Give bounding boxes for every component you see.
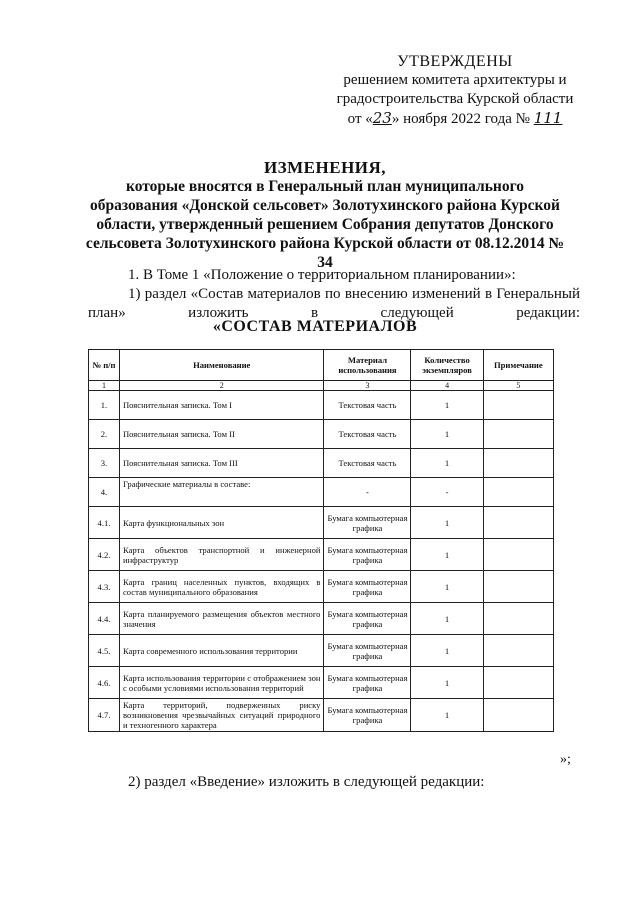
row-quantity: 1 xyxy=(411,420,483,449)
row-name: Карта планируемого размещения объектов местного значения xyxy=(119,603,324,635)
row-name: Карта использования территории с отображением зон с особыми условиями использования территорий xyxy=(119,667,324,699)
row-number: 4.4. xyxy=(89,603,120,635)
row-name: Карта функциональных зон xyxy=(119,507,324,539)
row-number: 4.1. xyxy=(89,507,120,539)
row-material: - xyxy=(324,478,411,507)
header-note: Примечание xyxy=(483,350,553,381)
row-name: Карта объектов транспортной и инженерной инфраструктур xyxy=(119,539,324,571)
table-row xyxy=(89,699,554,732)
row-quantity: 1 xyxy=(411,635,483,667)
approval-line-1: решением комитета архитектуры и xyxy=(343,72,567,88)
row-number: 4. xyxy=(89,478,120,507)
row-number: 1. xyxy=(89,391,120,420)
paragraph-3: 2) раздел «Введение» изложить в следующей редакции: xyxy=(128,774,485,790)
approval-header: УТВЕРЖДЕНЫ xyxy=(397,53,513,70)
table-row xyxy=(89,391,554,420)
approval-date-prefix: от « xyxy=(347,111,373,127)
table-index-row xyxy=(89,381,554,391)
table-header-row xyxy=(89,350,554,381)
header-number: № п/п xyxy=(89,350,120,381)
row-quantity: 1 xyxy=(411,603,483,635)
row-material: Бумага компьютерная графика xyxy=(324,603,411,635)
row-name: Пояснительная записка. Том II xyxy=(119,420,324,449)
row-note xyxy=(483,391,553,420)
row-note xyxy=(483,635,553,667)
row-note xyxy=(483,571,553,603)
row-material: Бумага компьютерная графика xyxy=(324,635,411,667)
row-material: Текстовая часть xyxy=(324,391,411,420)
row-note xyxy=(483,449,553,478)
approval-line-3 xyxy=(330,109,580,129)
row-number: 4.7. xyxy=(89,699,120,732)
row-note xyxy=(483,667,553,699)
table-row xyxy=(89,507,554,539)
table-row xyxy=(89,478,554,507)
row-name: Графические материалы в составе: xyxy=(119,478,324,507)
row-quantity: 1 xyxy=(411,699,483,732)
row-material: Бумага компьютерная графика xyxy=(324,571,411,603)
row-name: Пояснительная записка. Том I xyxy=(119,391,324,420)
header-material: Материал использования xyxy=(324,350,411,381)
row-note xyxy=(483,478,553,507)
row-note xyxy=(483,420,553,449)
approval-block xyxy=(330,52,580,129)
title-heading: ИЗМЕНЕНИЯ, xyxy=(263,158,387,177)
row-material: Бумага компьютерная графика xyxy=(324,699,411,732)
paragraph-1: 1. В Томе 1 «Положение о территориальном планировании»: xyxy=(128,267,516,283)
row-material: Бумага компьютерная графика xyxy=(324,507,411,539)
row-quantity: 1 xyxy=(411,539,483,571)
approval-number-handwritten: 111 xyxy=(533,109,563,127)
table-row xyxy=(89,571,554,603)
row-name: Карта территорий, подверженных риску возникновения чрезвычайных ситуаций природного и техногенного характера xyxy=(119,699,324,732)
paragraph-2: 1) раздел «Состав материалов по внесению изменений в Генеральный план» изложить в следующей редакции: xyxy=(88,286,580,321)
title-line-2: образования «Донской сельсовет» Золотухинского района Курской xyxy=(90,197,560,214)
row-quantity: 1 xyxy=(411,571,483,603)
row-name: Пояснительная записка. Том III xyxy=(119,449,324,478)
index-cell: 2 xyxy=(119,381,324,391)
row-quantity: 1 xyxy=(411,449,483,478)
row-number: 4.3. xyxy=(89,571,120,603)
row-quantity: - xyxy=(411,478,483,507)
document-title xyxy=(80,158,570,272)
row-number: 2. xyxy=(89,420,120,449)
materials-subtitle: «СОСТАВ МАТЕРИАЛОВ xyxy=(212,318,418,335)
approval-line-2: градостроительства Курской области xyxy=(336,91,574,107)
row-material: Бумага компьютерная графика xyxy=(324,539,411,571)
header-quantity: Количество экземпляров xyxy=(411,350,483,381)
row-number: 3. xyxy=(89,449,120,478)
row-quantity: 1 xyxy=(411,391,483,420)
index-cell: 1 xyxy=(89,381,120,391)
approval-day-handwritten: 23 xyxy=(372,109,392,127)
index-cell: 5 xyxy=(483,381,553,391)
row-number: 4.6. xyxy=(89,667,120,699)
table-row xyxy=(89,539,554,571)
approval-date-middle: » ноября 2022 года № xyxy=(391,111,530,127)
table-row xyxy=(89,420,554,449)
row-quantity: 1 xyxy=(411,507,483,539)
row-name: Карта современного использования территории xyxy=(119,635,324,667)
index-cell: 4 xyxy=(411,381,483,391)
table-row xyxy=(89,449,554,478)
row-number: 4.5. xyxy=(89,635,120,667)
row-note xyxy=(483,539,553,571)
title-line-4: сельсовета Золотухинского района Курской области от 08.12.2014 № 34 xyxy=(85,235,565,271)
materials-table xyxy=(88,349,554,732)
title-line-1: которые вносятся в Генеральный план муниципального xyxy=(125,178,525,195)
row-note xyxy=(483,603,553,635)
closing-quote: »; xyxy=(560,752,571,767)
row-material: Текстовая часть xyxy=(324,449,411,478)
row-note xyxy=(483,699,553,732)
index-cell: 3 xyxy=(324,381,411,391)
header-name: Наименование xyxy=(119,350,324,381)
row-material: Текстовая часть xyxy=(324,420,411,449)
row-note xyxy=(483,507,553,539)
row-quantity: 1 xyxy=(411,667,483,699)
row-number: 4.2. xyxy=(89,539,120,571)
title-line-3: области, утвержденный решением Собрания депутатов Донского xyxy=(96,216,554,233)
table-row xyxy=(89,635,554,667)
table-row xyxy=(89,667,554,699)
row-material: Бумага компьютерная графика xyxy=(324,667,411,699)
table-row xyxy=(89,603,554,635)
row-name: Карта границ населенных пунктов, входящих в состав муниципального образования xyxy=(119,571,324,603)
